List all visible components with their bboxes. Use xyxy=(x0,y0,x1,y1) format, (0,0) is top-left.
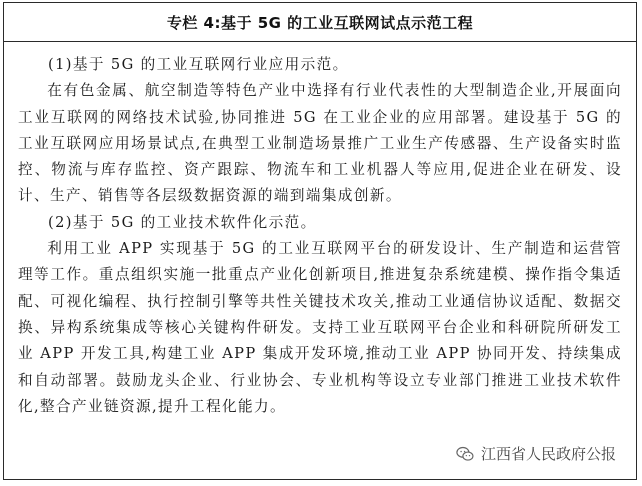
wechat-icon xyxy=(455,444,475,464)
section-body-2: 利用工业 APP 实现基于 5G 的工业互联网平台的研发设计、生产制造和运营管理等工作。重点组织实施一批重点产业化创新项目,推进复杂系统建模、操作指令集适配、可视化编程、执行控制引擎等共性关键技术攻关,推动工业通信协议适配、数据交换、异构系统集成等核心关键构件研发。支持工业互联网平台企业和科研院所研发工业 APP 开发工具,构建工业 APP 集成开发环境,推动工业 APP 协同开发、持续集成和自动部署。鼓励龙头企业、行业协会、专业机构等设立专业部门推进工业技术软件化,整合产业链资源,提升工程化能力。 xyxy=(18,240,622,415)
source-watermark xyxy=(451,441,620,466)
column-body xyxy=(4,42,636,420)
column-title: 专栏 4:基于 5G 的工业互联网试点示范工程 xyxy=(4,3,636,42)
section-heading-1: (1)基于 5G 的工业互联网行业应用示范。 xyxy=(48,56,349,73)
section-body-1: 在有色金属、航空制造等特色产业中选择有行业代表性的大型制造企业,开展面向工业互联网的网络技术试验,协同推进 5G 在工业企业的应用部署。建设基于 5G 的工业互联网应用场景试点,在典型工业制造场景推广工业生产传感器、生产设备实时监控、物流与库存监控、资产跟踪、物流车和工业机器人等应用,促进企业在研发、设计、生产、销售等各层级数据资源的端到端集成创新。 xyxy=(18,82,622,205)
section-heading-2: (2)基于 5G 的工业技术软件化示范。 xyxy=(48,213,317,231)
column-box xyxy=(3,2,637,480)
watermark-text: 江西省人民政府公报 xyxy=(480,445,616,463)
